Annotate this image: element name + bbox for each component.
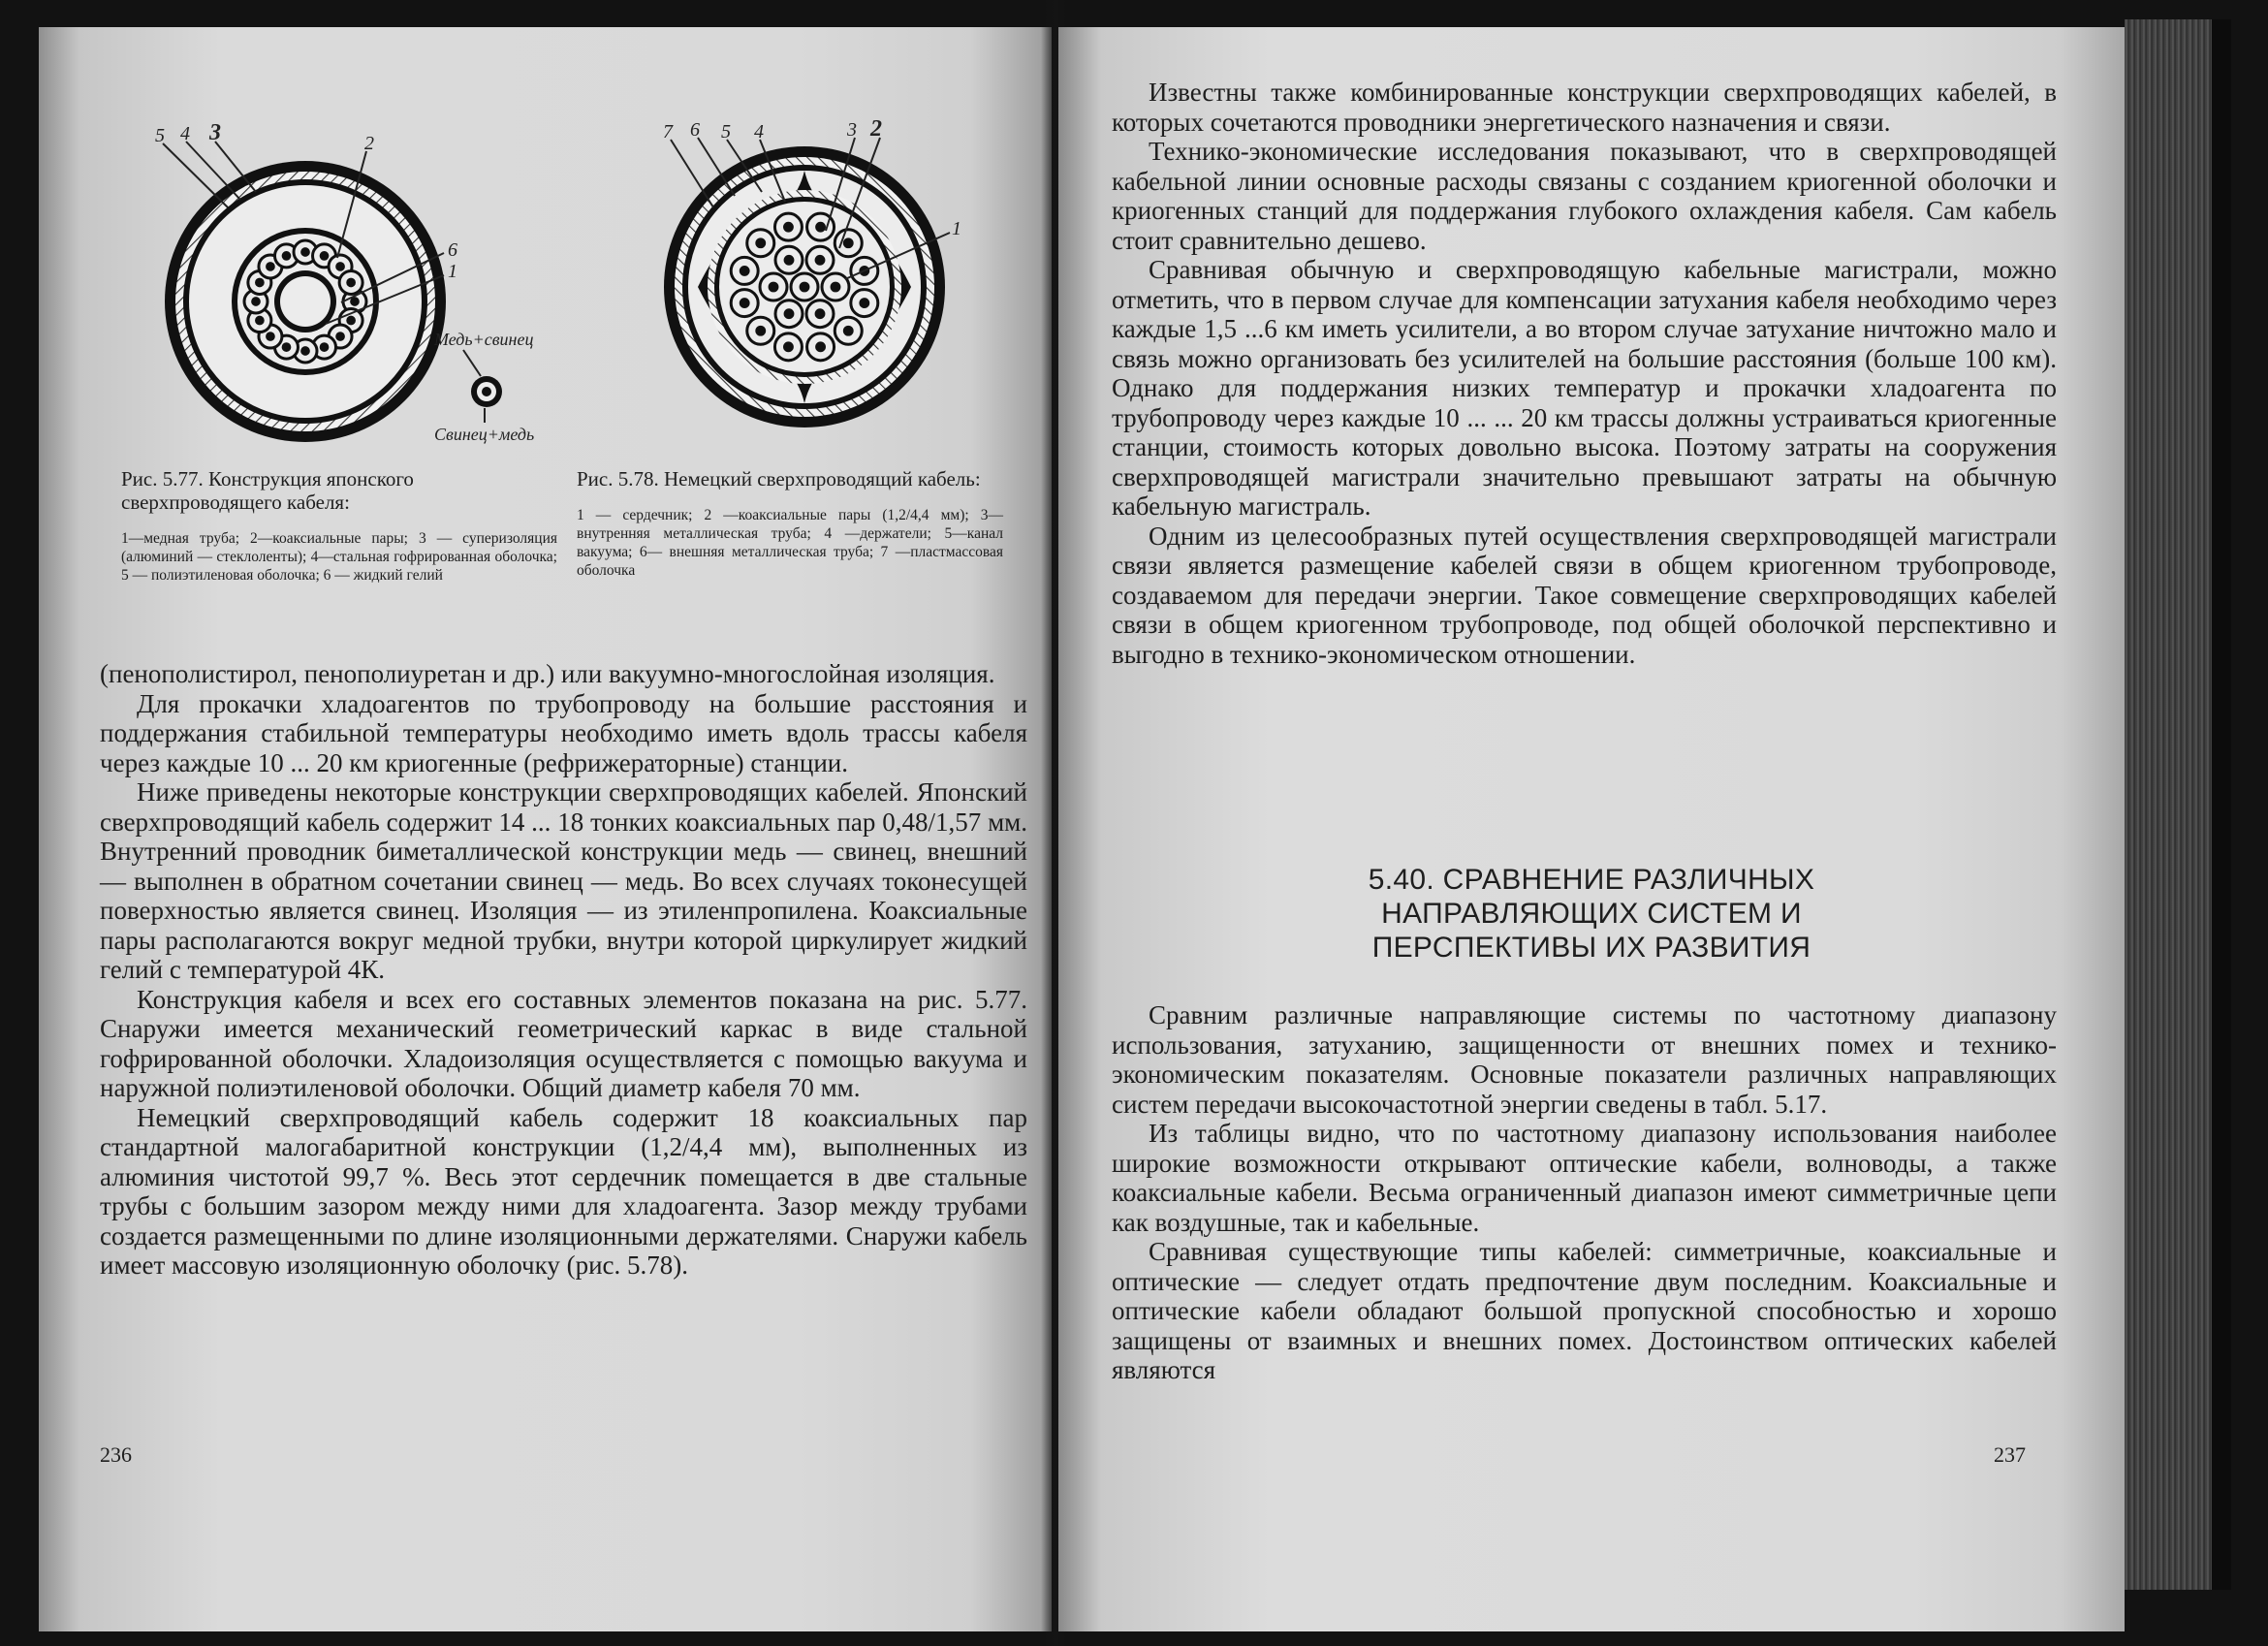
coax-pair-conductor (770, 283, 777, 291)
book-page-edges (2125, 19, 2212, 1590)
fig578-label-4: 4 (754, 121, 764, 142)
coax-pair-conductor (321, 253, 328, 260)
coax-pair-conductor (817, 343, 825, 351)
coax-pair-conductor (257, 279, 264, 286)
fig578-label-3: 3 (847, 119, 857, 141)
right-page-body-bottom (1112, 1000, 2057, 1385)
figure-5-77 (136, 103, 582, 461)
page-number-left: 236 (100, 1442, 132, 1467)
page-number-right: 237 (1994, 1442, 2026, 1467)
fig578-label-2: 2 (870, 116, 882, 142)
fig577-caption-legend: 1—медная труба; 2—коаксиальные пары; 3 — суперизоляция (алюминий — стеклоленты); 4—стальная гофрированная оболочка; 5 — полиэтиленовая оболочка; 6 — жидкий гелий (121, 530, 557, 584)
heading-line-3: ПЕРСПЕКТИВЫ ИХ РАЗВИТИЯ (1371, 932, 1811, 964)
section-heading (1252, 863, 1931, 965)
fig577-label-3: 3 (209, 120, 221, 145)
coax-pair-conductor (801, 283, 808, 291)
coax-pair-conductor (257, 317, 264, 324)
fig577-label-1: 1 (448, 261, 457, 282)
heading-line-2: НАПРАВЛЯЮЩИХ СИСТЕМ И (1381, 898, 1802, 930)
left-page (39, 27, 1052, 1631)
right-paragraph-7: Сравнивая существующие типы кабелей: симметричные, коаксиальные и оптические — следует отдать предпочтение двум последним. Коаксиальные и оптические кабели обладают большой пропускной способностью и хорошо защищены от взаимных и внешних помех. Достоинством оптических кабелей являются (1112, 1237, 2057, 1384)
coax-pair-conductor (268, 264, 274, 270)
coax-pair-detail (471, 376, 502, 407)
coax-pair-conductor (757, 239, 765, 247)
coax-pair-conductor (283, 344, 290, 351)
figure-5-78-caption (577, 467, 1003, 580)
fig578-label-5: 5 (721, 121, 731, 142)
left-paragraph-5: Немецкий сверхпроводящий кабель содержит 18 коаксиальных пар стандартной малогабаритной конструкции (1,2/4,4 мм), выполненных из алюминия чистотой 99,7 %. Весь этот сердечник помещается в две стальные трубы с большим зазором между ними для хладоагента. Зазор между трубами создается размещенными по длине изоляционными держателями. Снаружи кабель имеет массовую изоляционную оболочку (рис. 5.78). (100, 1102, 1027, 1280)
fig578-label-7: 7 (663, 121, 673, 142)
figure-5-77-caption (121, 467, 557, 585)
cable-cross-section-german (664, 146, 945, 427)
coax-pair-conductor (321, 344, 328, 351)
coax-pair-conductor (348, 279, 355, 286)
right-page-body-top (1112, 78, 2057, 669)
coax-pair-conductor (337, 333, 344, 340)
fig578-caption-legend: 1 — сердечник; 2 —коаксиальные пары (1,2/4,4 мм); 3—внутренняя металлическая труба; 4 —держатели; 5—канал вакуума; 6— внешняя металлическая труба; 7 —пластмассовая оболочка (577, 507, 1003, 579)
coax-pair-conductor (283, 253, 290, 260)
right-paragraph-4: Одним из целесообразных путей осуществления сверхпроводящей магистрали связи является размещение кабелей связи в общем криогенном трубопроводе, создаваемом для передачи энергии. Такое совмещение сверхпроводящих кабелей связи в общем криогенном трубопроводе, под общей оболочкой перспективно и выгодно в технико-экономическом отношении. (1112, 521, 2057, 669)
fig578-caption-title: Рис. 5.78. Немецкий сверхпроводящий кабель: (577, 467, 981, 491)
fig577-label-4: 4 (180, 123, 190, 144)
fig577-material-copper-lead: Медь+свинец (434, 330, 534, 349)
left-page-body (100, 659, 1027, 1281)
fig577-caption-title: Рис. 5.77. Конструкция японского сверхпроводящего кабеля: (121, 467, 414, 514)
coax-pair-conductor (816, 256, 824, 264)
left-paragraph-3: Ниже приведены некоторые конструкции сверхпроводящих кабелей. Японский сверхпроводящий кабель содержит 14 ... 18 тонких коаксиальных пар 0,48/1,57 мм. Внутренний проводник биметаллической конструкции медь — свинец, внешний — выполнен в обратном сочетании свинец — медь. Во всех случаях токонесущей поверхностью является свинец. Изоляция — из этиленпропилена. Коаксиальные пары располагаются вокруг медной трубки, внутри которой циркулирует жидкий гелий с температурой 4К. (100, 777, 1027, 984)
right-paragraph-1: Известны также комбинированные конструкции сверхпроводящих кабелей, в которых сочетаются проводники энергетического назначения и связи. (1112, 78, 2057, 137)
right-paragraph-5: Сравним различные направляющие системы по частотному диапазону использования, затуханию, защищенности от внешних помех и технико-экономическим показателям. Основные показатели различных направляющих систем передачи высокочастотной энергии сведены в табл. 5.17. (1112, 1000, 2057, 1119)
coax-pair-conductor (352, 299, 359, 305)
fig578-label-1: 1 (952, 218, 961, 239)
coax-pair-conductor (740, 300, 748, 307)
coax-pair-conductor (757, 327, 765, 334)
coax-pair-conductor (844, 327, 852, 334)
coax-pair-conductor (844, 239, 852, 247)
fig577-label-6: 6 (448, 239, 457, 261)
coax-pair-conductor (348, 317, 355, 324)
fig577-label-5: 5 (155, 125, 165, 146)
figure-5-78 (620, 103, 1008, 452)
left-paragraph-1: (пенополистирол, пенополиуретан и др.) или вакуумно-многослойная изоляция. (100, 659, 995, 688)
coax-pair-conductor (740, 268, 748, 275)
cable-cross-section-japanese (165, 161, 446, 442)
coax-pair-conductor (816, 310, 824, 318)
right-paragraph-2: Технико-экономические исследования показывают, что в сверхпроводящей кабельной линии основные расходы связаны с созданием криогенной оболочки и криогенных станций для поддержания глубокого охлаждения кабеля. Сам кабель стоит сравнительно дешево. (1112, 137, 2057, 255)
right-page (1058, 27, 2125, 1631)
fig577-label-2: 2 (364, 133, 374, 154)
fig577-material-lead-copper: Свинец+медь (434, 425, 535, 444)
left-paragraph-2: Для прокачки хладоагентов по трубопроводу на большие расстояния и поддержания стабильной температуры необходимо иметь вдоль трассы кабеля через каждые 10 ... 20 км криогенные (рефрижераторные) станции. (100, 688, 1027, 777)
coax-pair-conductor (785, 256, 793, 264)
coax-pair-conductor (785, 343, 793, 351)
coax-pair-conductor (817, 223, 825, 231)
heading-line-1: 5.40. СРАВНЕНИЕ РАЗЛИЧНЫХ (1368, 864, 1815, 896)
coax-pair-conductor (785, 223, 793, 231)
right-paragraph-6: Из таблицы видно, что по частотному диапазону использования наиболее широкие возможности открывают оптические кабели, волноводы, а также коаксиальные кабели. Весьма ограниченный диапазон имеют симметричные цепи как воздушные, так и кабельные. (1112, 1119, 2057, 1237)
left-paragraph-4: Конструкция кабеля и всех его составных элементов показана на рис. 5.77. Снаружи имеется механический геометрический каркас в виде стальной гофрированной оболочки. Хладоизоляция осуществляется с помощью вакуума и наружной полиэтиленовой оболочки. Общий диаметр кабеля 70 мм. (100, 984, 1027, 1102)
coax-pair-conductor (337, 264, 344, 270)
fig578-label-6: 6 (690, 119, 700, 141)
coax-pair-conductor (268, 333, 274, 340)
coax-pair-conductor (302, 249, 309, 256)
coax-pair-conductor (832, 283, 839, 291)
coax-pair-conductor (253, 299, 260, 305)
coax-pair-conductor (302, 348, 309, 355)
right-paragraph-3: Сравнивая обычную и сверхпроводящую кабельные магистрали, можно отметить, что в первом случае для компенсации затухания кабеля необходимо через каждые 1,5 ...6 км иметь усилители, а во втором случае затухание ничтожно мало и связь можно организовать без усилителей на большие расстояния (больше 100 км). Однако для поддержания низких температур и прокачки хладоагента по трубопроводу через каждые 10 ... ... 20 км трассы должны устраиваться криогенные станции, стоимость которых довольно высока. Поэтому затраты на сооружения сверхпроводящей магистрали значительно превышают затраты на обычную кабельную магистраль. (1112, 255, 2057, 521)
coax-pair-conductor (785, 310, 793, 318)
coax-pair-conductor (861, 300, 868, 307)
